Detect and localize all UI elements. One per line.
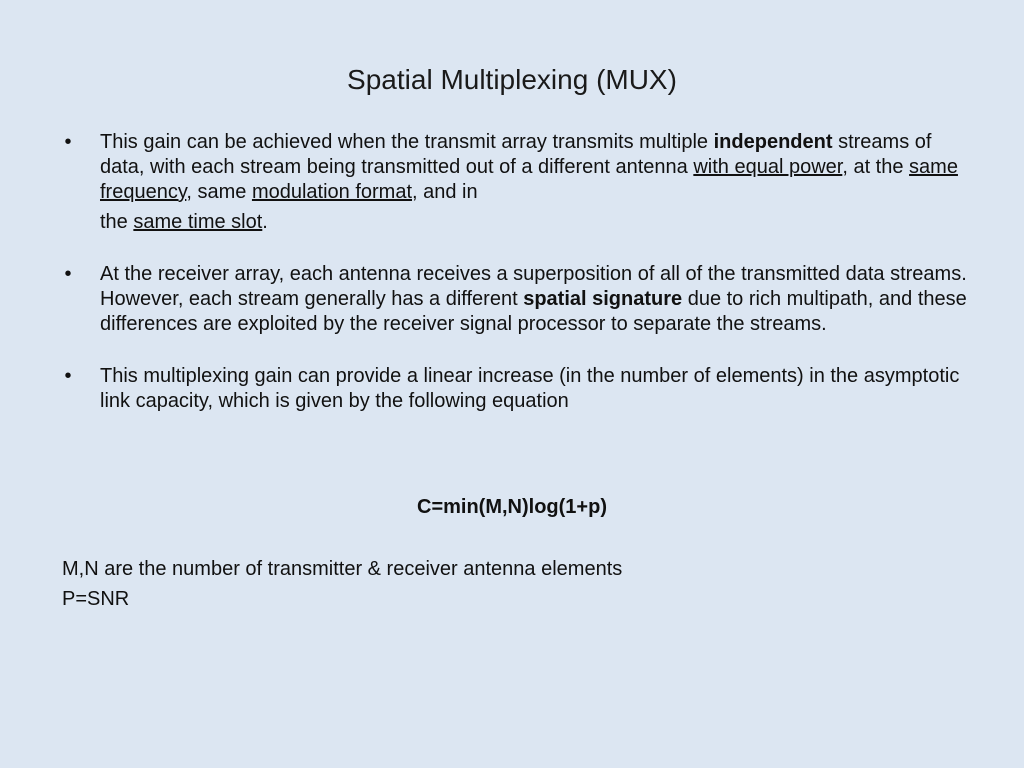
bullet-text xyxy=(100,365,959,412)
text-run: the xyxy=(100,211,134,233)
underlined-term-same-frequency: same frequency xyxy=(100,156,958,203)
underlined-term-equal-power: with equal power xyxy=(693,156,843,178)
bullet-text xyxy=(100,263,967,335)
text-run: . xyxy=(262,211,268,233)
text-run: due to rich multipath, and these differences are exploited by the receiver signal processor to separate the streams. xyxy=(100,288,967,335)
bullet-marker: • xyxy=(64,263,72,285)
bullet-list xyxy=(58,130,968,441)
text-run: This gain can be achieved when the transmit array transmits multiple xyxy=(100,131,714,153)
bullet-text xyxy=(100,131,968,235)
text-run: , at the xyxy=(842,156,910,178)
bold-term-spatial-signature: spatial signature xyxy=(523,288,683,310)
bold-term-independent: independent xyxy=(713,131,833,153)
text-run: , same xyxy=(186,181,252,203)
underlined-term-modulation-format: modulation format xyxy=(251,181,413,203)
capacity-equation: C=min(M,N)log(1+p) xyxy=(417,496,607,518)
text-run: , and in xyxy=(412,181,478,203)
text-run: This multiplexing gain can provide a linear increase (in the number of elements) in the asymptotic link capacity, which is given by the following equation xyxy=(100,365,960,412)
text-line xyxy=(100,210,968,235)
text-run: At the receiver array, each antenna receives a superposition of all of the transmitted data streams. However, each stream generally has a different xyxy=(100,263,967,310)
note-line-mn: M,N are the number of transmitter & receiver antenna elements xyxy=(62,558,623,580)
bullet-item-2 xyxy=(58,262,968,337)
bullet-item-1 xyxy=(58,130,968,235)
slide-title: Spatial Multiplexing (MUX) xyxy=(347,64,677,95)
underlined-term-same-time-slot: same time slot xyxy=(133,211,263,233)
bullet-marker: • xyxy=(64,365,72,387)
note-line-snr: P=SNR xyxy=(62,588,130,610)
text-run: streams of data, with each stream being transmitted out of a different antenna xyxy=(100,131,932,178)
notes xyxy=(62,554,622,614)
bullet-item-3 xyxy=(58,364,968,414)
bullet-marker: • xyxy=(64,131,72,153)
